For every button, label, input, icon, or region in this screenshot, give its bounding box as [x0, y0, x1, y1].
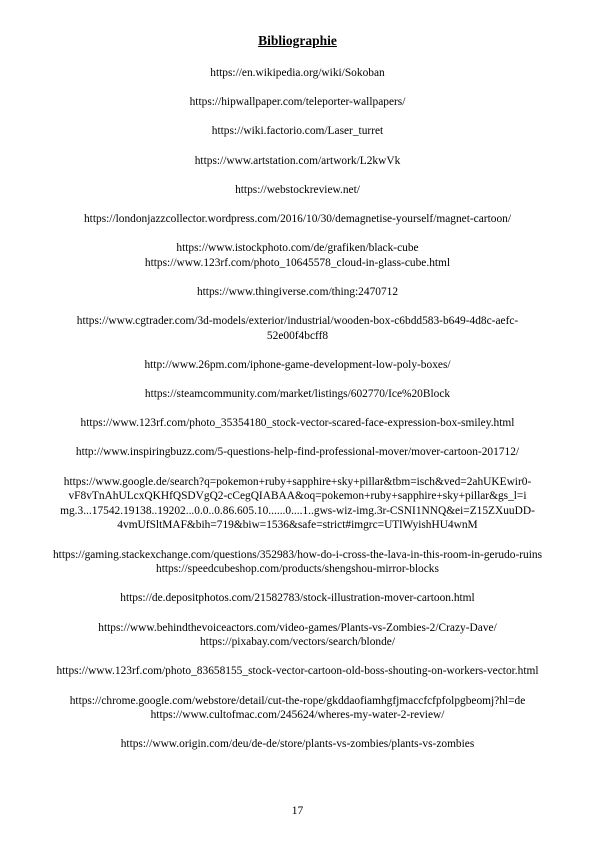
bibliography-line: https://www.origin.com/deu/de-de/store/plants-vs-zombies/plants-vs-zombies	[120, 738, 475, 751]
bibliography-line: https://chrome.google.com/webstore/detail/cut-the-rope/gkddaofiamhgfjmaccfcfpfolpgbeomj?hl=de	[69, 694, 526, 707]
bibliography-entry	[30, 591, 565, 606]
bibliography-entry	[30, 95, 565, 110]
bibliography-line: https://webstockreview.net/	[235, 183, 360, 196]
bibliography-entry	[30, 154, 565, 169]
bibliography-entry	[30, 548, 565, 577]
bibliography-entry	[30, 694, 565, 723]
bibliography-line: mg.3...17542.19138..19202...0.0..0.86.605.10......0....1..gws-wiz-img.3r-CSNI1NNQ&ei=Z15ZXuuDD-	[60, 504, 535, 517]
bibliography-line: https://pixabay.com/vectors/search/blonde/	[199, 636, 396, 649]
bibliography-line: https://londonjazzcollector.wordpress.com/2016/10/30/demagnetise-yourself/magnet-cartoon/	[83, 212, 512, 225]
bibliography-line: https://www.google.de/search?q=pokemon+ruby+sapphire+sky+pillar&tbm=isch&ved=2ahUKEwir0-	[63, 475, 532, 488]
bibliography-line: https://www.cultofmac.com/245624/wheres-my-water-2-review/	[150, 709, 445, 722]
bibliography-line: https://www.istockphoto.com/de/grafiken/black-cube	[176, 242, 419, 255]
bibliography-entry	[30, 66, 565, 81]
bibliography-entry	[30, 358, 565, 373]
bibliography-line: https://www.123rf.com/photo_83658155_stock-vector-cartoon-old-boss-shouting-on-workers-vector.html	[56, 665, 539, 678]
bibliography-entry	[30, 212, 565, 227]
bibliography-entry	[30, 621, 565, 650]
bibliography-line: https://hipwallpaper.com/teleporter-wallpapers/	[189, 96, 406, 109]
bibliography-line: https://wiki.factorio.com/Laser_turret	[211, 125, 384, 138]
bibliography-line: https://www.123rf.com/photo_10645578_cloud-in-glass-cube.html	[144, 256, 451, 269]
bibliography-list	[30, 66, 565, 767]
bibliography-entry	[30, 737, 565, 752]
bibliography-line: 4vmUfSltMAF&bih=719&biw=1536&safe=strict#imgrc=UTlWyishHU4wnM	[117, 519, 478, 532]
page-title: Bibliographie	[258, 33, 337, 48]
bibliography-line: https://www.behindthevoiceactors.com/video-games/Plants-vs-Zombies-2/Crazy-Dave/	[98, 621, 497, 634]
bibliography-entry	[30, 664, 565, 679]
bibliography-line: https://speedcubeshop.com/products/shengshou-mirror-blocks	[156, 563, 439, 576]
bibliography-line: https://steamcommunity.com/market/listings/602770/Ice%20Block	[144, 388, 451, 401]
bibliography-entry	[30, 475, 565, 533]
bibliography-entry	[30, 183, 565, 198]
bibliography-line: http://www.26pm.com/iphone-game-development-low-poly-boxes/	[144, 358, 451, 371]
bibliography-entry	[30, 314, 565, 343]
bibliography-entry	[30, 285, 565, 300]
bibliography-line: vF8vTnAhULcxQKHfQSDVgQ2-cCegQIABAA&oq=pokemon+ruby+sapphire+sky+pillar&gs_l=i	[68, 490, 527, 503]
bibliography-line: https://www.thingiverse.com/thing:2470712	[196, 285, 399, 298]
bibliography-line: https://gaming.stackexchange.com/questions/352983/how-do-i-cross-the-lava-in-this-room-in-gerudo-ruins	[52, 548, 543, 561]
bibliography-line: https://en.wikipedia.org/wiki/Sokoban	[210, 67, 385, 79]
bibliography-entry	[30, 241, 565, 270]
bibliography-line: http://www.inspiringbuzz.com/5-questions-help-find-professional-mover/mover-cartoon-201712/	[75, 446, 520, 459]
bibliography-line: https://de.depositphotos.com/21582783/stock-illustration-mover-cartoon.html	[120, 592, 475, 605]
bibliography-entry	[30, 387, 565, 402]
bibliography-entry	[30, 445, 565, 460]
bibliography-line: https://www.123rf.com/photo_35354180_stock-vector-scared-face-expression-box-smiley.html	[80, 417, 515, 430]
bibliography-line: 52e00f4bcff8	[266, 329, 329, 342]
page-number: 17	[291, 805, 304, 817]
bibliography-line: https://www.cgtrader.com/3d-models/exterior/industrial/wooden-box-c6bdd583-b649-4d8c-aefc-	[76, 315, 519, 328]
bibliography-line: https://www.artstation.com/artwork/L2kwVk	[194, 154, 401, 167]
bibliography-entry	[30, 124, 565, 139]
bibliography-entry	[30, 416, 565, 431]
